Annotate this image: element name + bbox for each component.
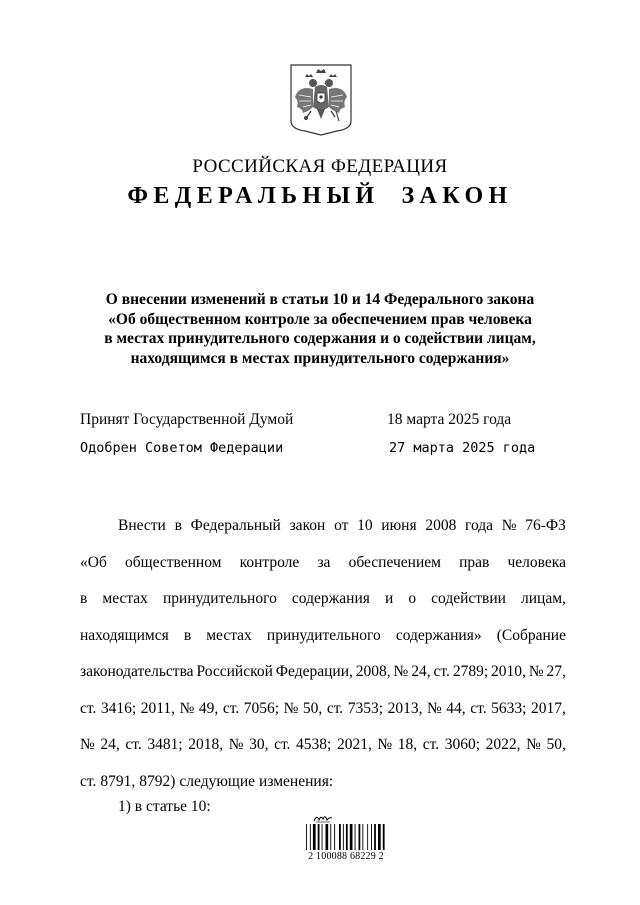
body-word: № xyxy=(393,663,409,680)
body-word: 8792) xyxy=(139,772,176,790)
body-line xyxy=(80,736,566,756)
body-word: (Собрание xyxy=(496,626,566,644)
body-word: 2008 xyxy=(425,517,457,534)
body-word: Федеральный xyxy=(190,517,281,534)
body-word: человека xyxy=(507,553,566,571)
body-word: № xyxy=(228,736,244,753)
body-word: в xyxy=(174,517,182,534)
body-word: «Об xyxy=(80,553,107,571)
body-word: 24, xyxy=(100,736,120,753)
body-word: 2021, xyxy=(336,736,372,753)
body-line xyxy=(80,590,566,610)
body-word: и xyxy=(384,590,394,607)
law-title xyxy=(0,183,640,210)
body-word: 18, xyxy=(397,736,418,753)
body-word: № xyxy=(528,663,544,680)
body-word: 44, xyxy=(446,699,466,717)
body-word: прав xyxy=(459,553,490,571)
body-word: ст. xyxy=(433,663,450,680)
body-word: 3060; xyxy=(444,736,481,753)
body-word: 76-ФЗ xyxy=(525,517,566,534)
body-word: ст. xyxy=(80,772,97,790)
body-word: № xyxy=(426,699,442,717)
body-word: ст. xyxy=(125,736,142,753)
barcode xyxy=(300,812,392,864)
body-word: 2017, xyxy=(530,699,566,717)
body-word: 2018, xyxy=(188,736,224,753)
body-word: 7056; xyxy=(243,699,280,717)
body-word: 2013, xyxy=(387,699,423,717)
signature-icon xyxy=(312,812,334,824)
body-word: местах xyxy=(206,626,252,644)
subject-line: находящимся в местах принудительного содержания» xyxy=(130,349,510,367)
duma-adoption-label: Принят Государственной Думой xyxy=(80,411,294,428)
body-word: Внести xyxy=(118,517,166,534)
body-word: содержания» xyxy=(395,626,482,644)
body-word: 2010, xyxy=(491,663,526,680)
subject-line: «Об общественном контроле за обеспечением прав человека xyxy=(108,310,532,328)
body-word: № xyxy=(526,736,541,753)
body-word: ст. xyxy=(80,699,97,717)
body-word: в xyxy=(80,590,88,607)
body-word: о xyxy=(408,590,417,607)
body-word: местах xyxy=(102,590,148,607)
coat-of-arms-icon xyxy=(289,63,353,137)
body-word: в xyxy=(183,626,192,644)
body-word: № xyxy=(283,699,299,717)
barcode-number: 2 100088 68229 2 xyxy=(308,851,384,862)
body-word: содействии xyxy=(431,590,506,607)
body-word: 2011, xyxy=(140,699,176,717)
body-word: общественном xyxy=(125,553,222,571)
body-word: 3416; xyxy=(100,699,137,717)
law-title-word1: ФЕДЕРАЛЬНЫЙ xyxy=(127,183,380,209)
body-word: находящимся xyxy=(80,626,169,644)
body-line xyxy=(80,554,566,574)
body-word: следующие xyxy=(179,772,256,790)
body-word: № xyxy=(80,736,95,753)
body-word: 3481; xyxy=(147,736,183,753)
body-word: ст. xyxy=(222,699,240,717)
body-word: лицам, xyxy=(521,590,566,607)
body-word: 50, xyxy=(302,699,323,717)
body-word: ст. xyxy=(470,699,487,717)
body-word: ст. xyxy=(422,736,440,753)
body-word: 2022, xyxy=(485,736,521,753)
body-word: изменения: xyxy=(259,772,334,790)
body-line xyxy=(80,663,566,683)
body-word: 10 xyxy=(357,517,373,534)
body-word: 49, xyxy=(198,699,219,717)
duma-adoption-date: 18 марта 2025 года xyxy=(387,411,512,428)
body-word: года xyxy=(465,517,494,534)
country-heading: РОССИЙСКАЯ ФЕДЕРАЦИЯ xyxy=(192,156,448,177)
body-word: принудительного xyxy=(266,626,381,644)
body-word: ст. xyxy=(326,699,344,717)
body-line xyxy=(80,627,566,647)
body-line xyxy=(80,517,566,537)
body-word: № xyxy=(501,517,517,534)
body-line xyxy=(80,773,566,793)
body-word: 27, xyxy=(546,663,566,680)
law-title-word2: ЗАКОН xyxy=(401,183,513,209)
body-word: контроле xyxy=(239,553,300,571)
body-word: содержания xyxy=(291,590,370,607)
body-word: законодательства xyxy=(80,663,194,680)
body-word: от xyxy=(334,517,349,534)
body-word: № xyxy=(377,736,393,753)
law-subject xyxy=(70,290,570,368)
body-word: 4538; xyxy=(296,736,332,753)
body-word: ст. xyxy=(274,736,291,753)
body-word: 7353; xyxy=(347,699,384,717)
body-word: закон xyxy=(289,517,326,534)
subject-line: О внесении изменений в статьи 10 и 14 Федерального закона xyxy=(105,291,535,308)
body-word: обеспечением xyxy=(348,553,441,571)
council-approval-date: 27 марта 2025 года xyxy=(389,440,536,456)
body-word: Федерации, xyxy=(275,663,353,680)
body-word: июня xyxy=(381,517,417,534)
body-word: 2789; xyxy=(452,663,489,680)
barcode-icon xyxy=(306,824,390,850)
body-line xyxy=(80,700,566,720)
body-word: 2008, xyxy=(355,663,391,680)
council-approval-label: Одобрен Советом Федерации xyxy=(80,440,284,456)
body-word: 24, xyxy=(411,663,431,680)
body-word: Российской xyxy=(196,663,273,680)
body-word: 5633; xyxy=(491,699,527,717)
body-word: 30, xyxy=(249,736,269,753)
subject-line: в местах принудительного содержания и о содействии лицам, xyxy=(104,330,536,347)
body-word: 8791, xyxy=(100,772,136,790)
list-item-1: 1) в статье 10: xyxy=(118,798,211,815)
body-word: № xyxy=(179,699,195,717)
body-word: за xyxy=(317,553,331,571)
body-word: 50, xyxy=(546,736,566,753)
body-word: принудительного xyxy=(163,590,277,607)
